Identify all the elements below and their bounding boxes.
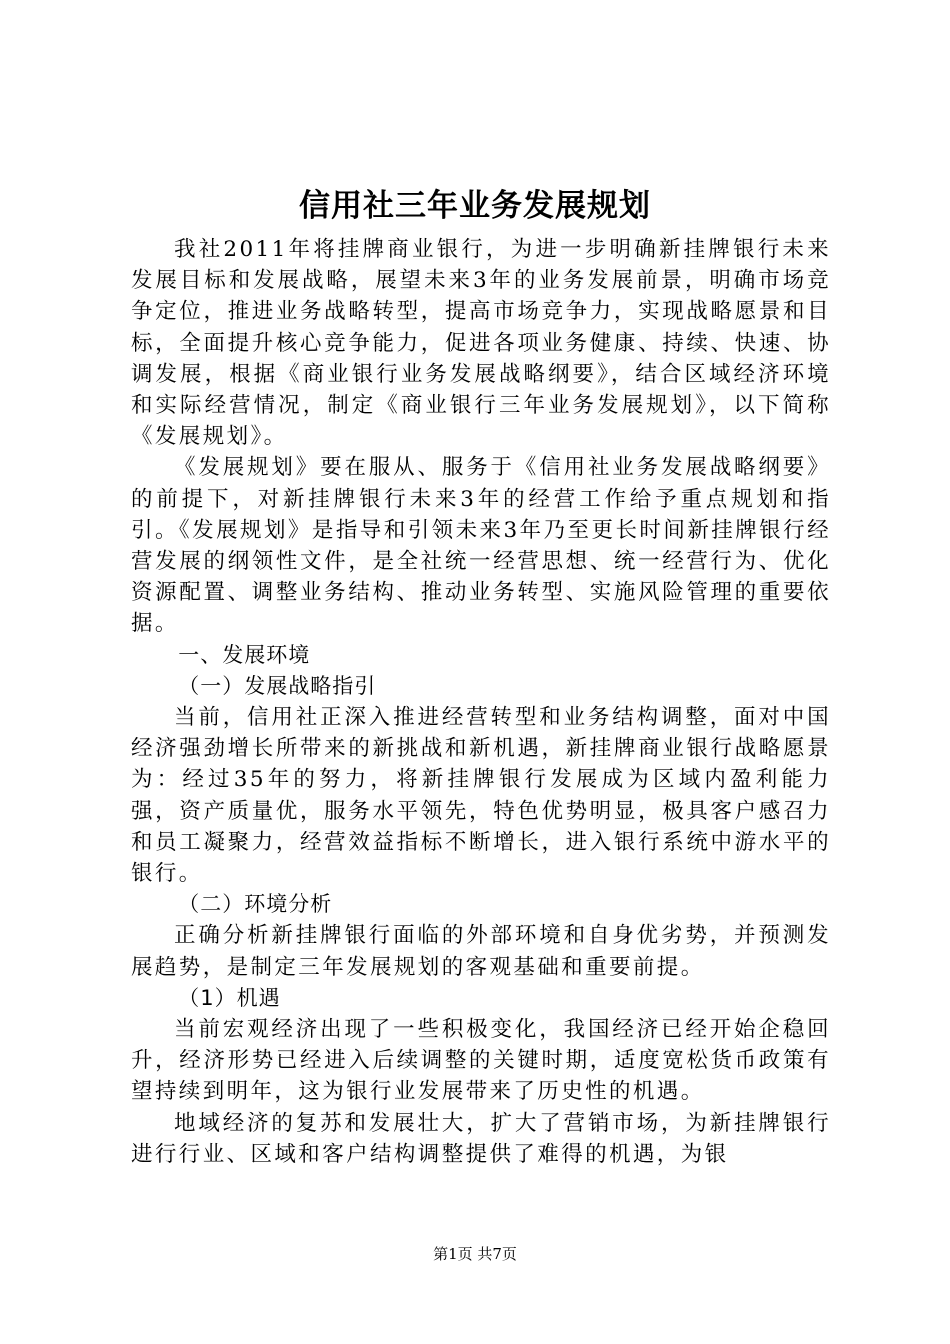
document-title: 信用社三年业务发展规划 — [299, 188, 651, 224]
document-body — [131, 234, 831, 1170]
body-paragraph: 我社2011年将挂牌商业银行，为进一步明确新挂牌银行未来发展目标和发展战略，展望未来3年的业务发展前景，明确市场竞争定位，推进业务战略转型，提高市场竞争力，实现战略愿景和目标，全面提升核心竞争能力，促进各项业务健康、持续、快速、协调发展，根据《商业银行业务发展战略纲要》，结合区域经济环境和实际经营情况，制定《商业银行三年业务发展规划》，以下简称《发展规划》。 — [131, 237, 831, 450]
body-paragraph: 正确分析新挂牌银行面临的外部环境和自身优劣势，并预测发展趋势，是制定三年发展规划的客观基础和重要前提。 — [131, 923, 831, 980]
subsection-heading: （二）环境分析 — [178, 892, 333, 917]
subsection-heading: （一）发展战略指引 — [178, 673, 377, 698]
subsubsection-heading: （1）机遇 — [178, 985, 281, 1010]
body-paragraph: 当前，信用社正深入推进经营转型和业务结构调整，面对中国经济强劲增长所带来的新挑战和新机遇，新挂牌商业银行战略愿景为：经过35年的努力，将新挂牌银行发展成为区域内盈利能力强，资产质量优，服务水平领先，特色优势明显，极具客户感召力和员工凝聚力，经营效益指标不断增长，进入银行系统中游水平的银行。 — [131, 705, 831, 887]
body-paragraph: 地域经济的复苏和发展壮大，扩大了营销市场，为新挂牌银行进行行业、区域和客户结构调整提供了难得的机遇，为银 — [131, 1110, 831, 1167]
body-paragraph: 当前宏观经济出现了一些积极变化，我国经济已经开始企稳回升，经济形势已经进入后续调整的关键时期，适度宽松货币政策有望持续到明年，这为银行业发展带来了历史性的机遇。 — [131, 1017, 831, 1105]
section-heading: 一、发展环境 — [178, 642, 311, 667]
page-number-footer: 第1页 共7页 — [433, 1245, 517, 1263]
body-paragraph: 《发展规划》要在服从、服务于《信用社业务发展战略纲要》的前提下，对新挂牌银行未来3年的经营工作给予重点规划和指引。《发展规划》是指导和引领未来3年乃至更长时间新挂牌银行经营发展的纲领性文件，是全社统一经营思想、统一经营行为、优化资源配置、调整业务结构、推动业务转型、实施风险管理的重要依据。 — [131, 455, 831, 637]
